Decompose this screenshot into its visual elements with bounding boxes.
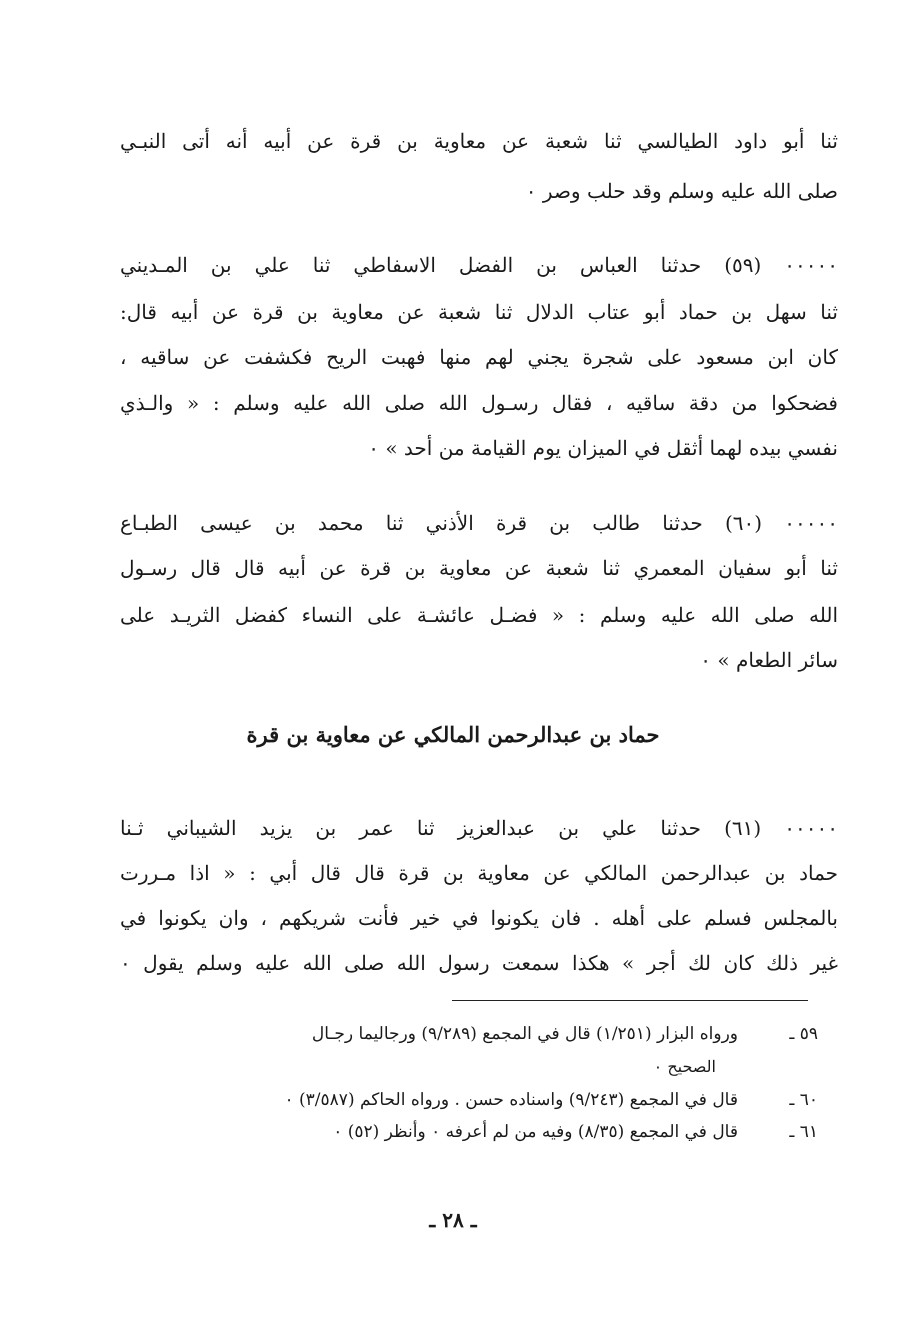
- footnote: [110, 1088, 818, 1112]
- text-line: ٠٠٠٠٠ (٦١) حدثنا علي بن عبدالعزيز ثنا عمر بن يزيد الشيباني ثـنا: [120, 816, 838, 840]
- text-line: ثنا سهل بن حماد أبو عتاب الدلال ثنا شعبة عن معاوية بن قرة عن أبيه قال:: [120, 300, 838, 324]
- text-line: ثنا أبو سفيان المعمري ثنا شعبة عن معاوية بن قرة عن أبيه قال قال رسـول: [120, 556, 838, 580]
- footnote: [110, 1022, 818, 1046]
- text-line: ٠٠٠٠٠ (٦٠) حدثنا طالب بن قرة الأذني ثنا محمد بن عيسى الطبـاع: [120, 511, 838, 535]
- footnote-text: قال في المجمع (٨/٣٥) وفيه من لم أعرفه ٠ وأنظر (٥٢) ٠: [333, 1122, 738, 1142]
- footnote-continuation: الصحيح ٠: [653, 1057, 716, 1076]
- text-line: الله صلى الله عليه وسلم : « فضـل عائشـة على النساء كفضل الثريـد على: [120, 603, 838, 627]
- text-line: سائر الطعام » ٠: [700, 648, 838, 672]
- footnote-separator: [452, 1000, 808, 1001]
- text-line: ٠٠٠٠٠ (٥٩) حدثنا العباس بن الفضل الاسفاطي ثنا علي بن المـديني: [120, 253, 838, 277]
- footnote: [110, 1120, 818, 1144]
- text-line: ثنا أبو داود الطيالسي ثنا شعبة عن معاوية بن قرة عن أبيه أنه أتى النبـي: [120, 129, 838, 153]
- footnote-text: قال في المجمع (٩/٢٤٣) واسناده حسن . ورواه الحاكم (٣/٥٨٧) ٠: [284, 1090, 738, 1110]
- text-line: بالمجلس فسلم على أهله . فان يكونوا في خير فأنت شريكهم ، وان يكونوا في: [120, 906, 838, 930]
- text-line: غير ذلك كان لك أجر » هكذا سمعت رسول الله صلى الله عليه وسلم يقول ٠: [120, 951, 838, 975]
- text-line: فضحكوا من دقة ساقيه ، فقال رسـول الله صلى الله عليه وسلم : « والـذي: [120, 391, 838, 415]
- footnote-number: ٥٩ ـ: [789, 1024, 818, 1044]
- footnote-number: ٦١ ـ: [789, 1122, 818, 1142]
- footnote-number: ٦٠ ـ: [789, 1090, 818, 1110]
- text-line: حماد بن عبدالرحمن المالكي عن معاوية بن قرة قال قال أبي : « اذا مـررت: [120, 861, 838, 885]
- page-number: ـ ٢٨ ـ: [429, 1208, 477, 1232]
- text-line: صلى الله عليه وسلم وقد حلب وصر ٠: [525, 179, 838, 203]
- section-heading: حماد بن عبدالرحمن المالكي عن معاوية بن قرة: [246, 722, 660, 747]
- text-line: كان ابن مسعود على شجرة يجني لهم منها فهبت الريح فكشفت عن ساقيه ،: [120, 345, 838, 369]
- footnote-text: ورواه البزار (١/٢٥١) قال في المجمع (٩/٢٨٩) ورجاليما رجـال: [311, 1024, 738, 1044]
- text-line: نفسي بيده لهما أثقل في الميزان يوم القيامة من أحد » ٠: [368, 436, 838, 460]
